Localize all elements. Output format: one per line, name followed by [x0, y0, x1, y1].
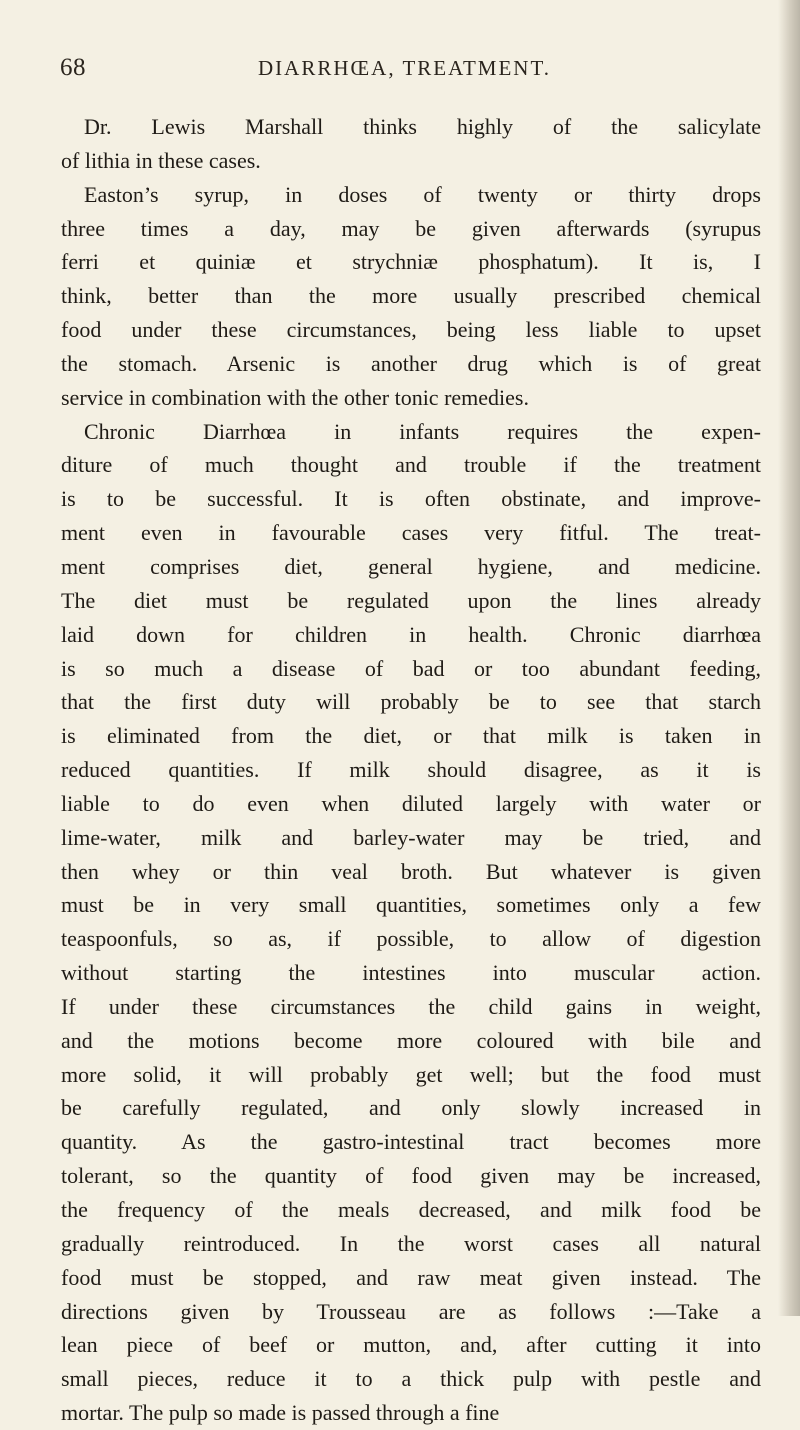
text-line: reduced quantities. If milk should disagree, as it is [61, 757, 761, 783]
text-line: then whey or thin veal broth. But whatever is given [61, 858, 761, 884]
text-line: service in combination with the other tonic remedies. [61, 384, 529, 410]
text-line: tolerant, so the quantity of food given may be increased, [61, 1163, 761, 1189]
page-number: 68 [60, 54, 86, 81]
text-line: that the first duty will probably be to see that starch [61, 689, 761, 715]
text-line: of lithia in these cases. [61, 147, 261, 173]
text-line: without starting the intestines into muscular action. [61, 960, 761, 986]
text-line: is eliminated from the diet, or that milk is taken in [61, 723, 761, 749]
text-line: and the motions become more coloured with bile and [61, 1027, 761, 1053]
page-header [0, 54, 800, 88]
text-line: ferri et quiniæ et strychniæ phosphatum). It is, I [61, 249, 761, 275]
text-line: the stomach. Arsenic is another drug which is of great [61, 350, 761, 376]
text-line: food under these circumstances, being less liable to upset [61, 317, 761, 343]
text-line: diture of much thought and trouble if the treatment [61, 452, 761, 478]
text-line: teaspoonfuls, so as, if possible, to allow of digestion [61, 926, 761, 952]
text-line: food must be stopped, and raw meat given instead. The [61, 1264, 761, 1290]
text-line: ment even in favourable cases very fitful. The treat- [61, 520, 761, 546]
text-line: liable to do even when diluted largely with water or [61, 790, 761, 816]
paragraph-salicylate [61, 110, 761, 178]
running-head: DIARRHŒA, TREATMENT. [258, 56, 551, 80]
text-line: the frequency of the meals decreased, and milk food be [61, 1197, 761, 1222]
paragraph-chronic-diarrhoea [61, 415, 761, 1430]
text-line: gradually reintroduced. In the worst cases all natural [61, 1230, 761, 1256]
text-line: Easton’s syrup, in doses of twenty or thirty drops [84, 181, 761, 207]
text-line: be carefully regulated, and only slowly increased in [61, 1095, 761, 1121]
text-line: small pieces, reduce it to a thick pulp with pestle and [61, 1366, 761, 1392]
text-line: If under these circumstances the child gains in weight, [61, 993, 761, 1019]
text-line: think, better than the more usually prescribed chemical [61, 283, 761, 309]
text-line: mortar. The pulp so made is passed through a fine [61, 1400, 500, 1426]
text-line: is so much a disease of bad or too abundant feeding, [61, 655, 761, 681]
text-line: directions given by Trousseau are as follows :—Take a [61, 1298, 761, 1324]
text-line: Chronic Diarrhœa in infants requires the expen- [84, 418, 761, 444]
text-line: lime-water, milk and barley-water may be tried, and [61, 824, 761, 850]
page-edge-shadow [778, 0, 800, 1316]
text-line: quantity. As the gastro-intestinal tract becomes more [61, 1129, 761, 1155]
text-line: three times a day, may be given afterwards (syrupus [61, 215, 761, 241]
text-line: Dr. Lewis Marshall thinks highly of the salicylate [84, 114, 761, 139]
text-line: more solid, it will probably get well; but the food must [61, 1061, 761, 1087]
text-line: ment comprises diet, general hygiene, and medicine. [61, 553, 761, 579]
text-line: The diet must be regulated upon the lines already [61, 587, 761, 613]
text-line: is to be successful. It is often obstinate, and improve- [61, 486, 761, 512]
text-line: lean piece of beef or mutton, and, after cutting it into [61, 1332, 761, 1358]
text-line: must be in very small quantities, sometimes only a few [61, 892, 761, 918]
body-text [61, 110, 761, 1430]
text-line: laid down for children in health. Chronic diarrhœa [61, 621, 761, 647]
paragraph-eastons-syrup [61, 178, 761, 415]
